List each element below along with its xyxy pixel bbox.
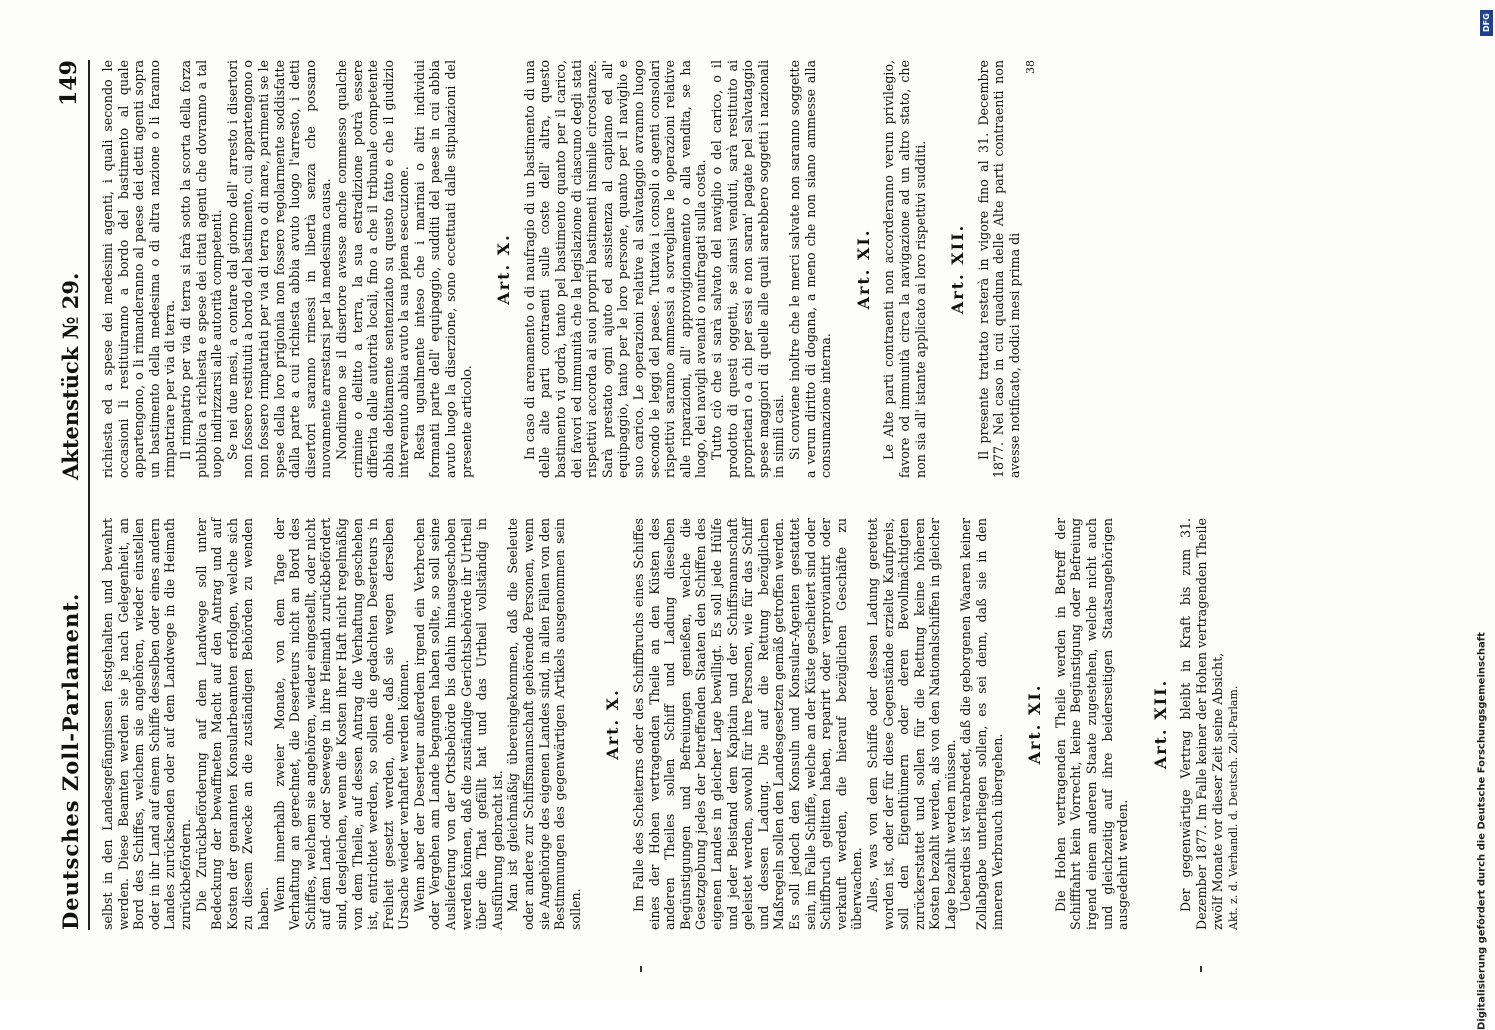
- german-paragraph-4: Wenn aber der Deserteur außerdem irgend ein Verbrechen oder Vergehen am Lande begangen haben sollte, so soll seine Auslieferung von der Ortsbehörde bis dahin hinausgeschoben werden können, daß die zuständige Gerichtsbehörde ihr Urtheil über die That gefällt hat und das Urtheil vollständig in Ausführung gebracht ist.: [411, 518, 505, 930]
- italian-art-xi-heading: Art. XI.: [853, 228, 873, 310]
- italian-art-x-paragraph-3: Si conviene inoltre che le merci salvate non saranno soggette a verun diritto di dogana, a meno che non siano ammesse alla consumazione interna.: [786, 60, 834, 478]
- header-rule: [88, 60, 90, 930]
- italian-sheet-number: 38: [1024, 60, 1038, 74]
- italian-paragraph-3: Se nei due mesi, a contare dal giorno dell' arresto i disertori non fossero restituiti a bordo del bastimento, cui appartengono o non fossero rimpatriati per via di terra o di mare, parimenti se le spese della loro prigionia non fossero regolarmente soddisfatte dalla parte a cui richiesta abbia avuto luogo l'arresto, i detti disertori saranno rimessi in libertà senza che possano nuovamente arrestarsi per la medesima causa.: [224, 60, 334, 478]
- italian-paragraph-2: Il rimpatrio per via di terra si farà sotto la scorta della forza pubblica a richiesta e spese dei citati agenti che dovranno a tal uopo indirizzarsi alle autorità competenti.: [177, 60, 225, 478]
- italian-column: [100, 60, 1039, 478]
- italian-art-x-paragraph-2: Tutto ciò che si sarà salvato del naviglio o del carico, o il prodotto di questi oggetti, se siansi venduti, sarà restituito ai proprietari o a chi per essi e non saran' pagate pel salvataggio spese maggiori di quelle alle quali sarebbero soggetti i nazionali in simili casi.: [708, 60, 787, 478]
- german-paragraph-1: selbst in den Landesgefängnissen festgehalten und bewahrt werden. Diese Beamten werden sie je nach Gelegenheit, an Bord des Schiffes, welchem sie angehören, wieder einstellen oder in ihr Land auf einem Schiffe desselben oder eines andern Landes zurücksenden oder auf dem Landwege in die Heimath zurückbefördern.: [100, 518, 193, 930]
- german-art-x-paragraph-3: Ueberdies ist verabredet, daß die geborgenen Waaren keiner Zollabgabe unterliegen sollen, es sei denn, daß sie in den inneren Verbrauch übergehen.: [958, 518, 1005, 930]
- german-art-x-paragraph-1: Im Falle des Scheiterns oder des Schiffbruchs eines Schiffes eines der Hohen vertragenden Theile an den Küsten des anderen Theiles sollen Schiff und Ladung dieselben Begünstigungen und Befreiungen genießen, welche die Gesetzgebung jedes der betreffenden Staaten den Schiffen des eigenen Landes in gleicher Lage bewilligt. Es soll jede Hülfe und jeder Beistand dem Kapitain und der Schiffsmannschaft geleistet werden, sowohl für ihre Personen, wie für das Schiff und dessen Ladung. Die auf die Rettung bezüglichen Maßregeln sollen den Landesgesetzen gemäß getroffen werden. Es soll jedoch den Konsuln und Konsular-Agenten gestattet sein, im Falle Schiffe, welche an der Küste gescheitert sind oder Schiffbruch gelitten haben, reparirt oder verproviantirt oder verkauft werden, die hierauf bezüglichen Geschäfte zu überwachen.: [631, 518, 865, 930]
- italian-art-xii-heading: Art. XII.: [948, 223, 968, 315]
- italian-art-xi-paragraph-1: Le Alte parti contraenti non accorderanno verun privilegio, favore od immunità circa la navigazione ad un altro stato, che non sia all' istante applicato ai loro rispettivi sudditi.: [881, 60, 928, 478]
- german-paragraph-5: Man ist gleichmäßig übereingekommen, daß die Seeleute oder andere zur Schiffsmannschaft gehörende Personen, wenn sie Angehörige des eigenen Landes sind, in allen Fällen von den Bestimmungen des gegenwärtigen Artikels ausgenommen sein sollen.: [505, 518, 583, 930]
- header-right-title: Aktenstück № 29.: [58, 272, 83, 480]
- german-paragraph-3: Wenn innerhalb zweier Monate, von dem Tage der Verhaftung an gerechnet, die Deserteurs nicht an Bord des Schiffes, welchem sie angehören, wieder eingestellt, oder nicht auf dem Land- oder Seewege in ihre Heimath zurückbefördert sind, desgleichen, wenn die Kosten ihrer Haft nicht regelmäßig von dem Theile, auf dessen Antrag die Verhaftung geschehen ist, entrichtet werden, so sollen die gedachten Deserteurs in Freiheit gesetzt werden, ohne daß sie wegen derselben Ursache wieder verhaftet werden können.: [271, 518, 412, 930]
- german-art-xii-paragraph-1: Der gegenwärtige Vertrag bleibt in Kraft bis zum 31. Dezember 1877. Im Falle keiner der Hohen vertragenden Theile zwölf Monate vor dieser Zeit seine Absicht,: [1178, 518, 1225, 930]
- german-art-x-paragraph-2: Alles, was von dem Schiffe oder dessen Ladung gerettet worden ist, oder der für diese Gegenstände erzielte Kaufpreis, soll den Eigenthümern oder deren Bevollmächtigten zurückerstattet und sollen für die Rettung keine höheren Kosten bezahlt werden, als von den Nationalschiffen in gleicher Lage bezahlt werden müssen.: [864, 518, 958, 930]
- page-number: 149: [56, 60, 82, 106]
- italian-art-xii-paragraph-1: Il presente trattato resterà in vigore fino al 31. Decembre 1877. Nel caso in cui quaduna delle Alte parti contraenti non avesse notificato, dodici mesi prima di: [975, 60, 1022, 478]
- german-art-xii-heading: Art. XII.: [1150, 678, 1170, 770]
- german-paragraph-2: Die Zurückbeförderung auf dem Landwege soll unter Bedeckung der bewaffneten Macht auf den Antrag und auf Kosten der genannten Konsularbeamten erfolgen, welche sich zu diesem Zwecke an die zuständigen Behörden zu wenden haben.: [193, 518, 271, 930]
- header-left-title: Deutsches Zoll-Parlament.: [58, 592, 83, 930]
- italian-paragraph-5: Resta ugualmente inteso che i marinai o altri individui formanti parte dell' equipaggio, sudditi del paese in cui abbia avuto luogo la diserzione, sono eccettuati dalle stipulazioni del presente articolo.: [411, 60, 474, 478]
- italian-art-x-heading: Art. X.: [494, 233, 514, 305]
- italian-paragraph-4: Nondimeno se il disertore avesse anche commesso qualche crimine o delitto a terra, la sua estradizione potrà essere differita dalle autorità locali, fino a che il tribunale competente abbia debitamente sentenziato su questo fatto e che il giudizio intervenuto abbia avuto la sua piena esecuzione.: [333, 60, 412, 478]
- scan-mark: [640, 966, 642, 972]
- german-column: [100, 518, 1242, 930]
- scan-mark: [1200, 966, 1202, 972]
- german-sheet-mark: Akt. z. d. Verhandl. d. Deutsch. Zoll-Parlam.: [1227, 685, 1241, 930]
- italian-art-x-paragraph-1: In caso di arenamento o di naufragio di un bastimento di una delle alte parti contraenti sulle coste dell' altra, questo bastimento vi godrà, tanto pel bastimento quanto per il carico, dei favori ed immunità che la legislazione di ciascuno degli stati rispettivi accorda ai suoi proprii bastimenti insimile circostanze. Sarà prestato ogni ajuto ed assistenza al capitano ed all' equipaggio, tanto per le loro persone, quanto per il naviglio e suo carico. Le operazioni relative al salvataggio avranno luogo secondo le leggi del paese. Tuttavia i consoli o agenti consolari rispettivi saranno ammessi a sorvegliare le operazioni relative alle riparazioni, all' approvigionamento o alla vendita, se ha luogo, dei navigli avenati o naufragati sulla costa.: [521, 60, 709, 478]
- german-art-xi-heading: Art. XI.: [1025, 683, 1045, 765]
- german-art-xi-paragraph-1: Die Hohen vertragenden Theile werden in Betreff der Schifffahrt kein Vorrecht, keine Begünstigung oder Befreiung irgend einem anderen Staate zugestehen, welche nicht auch und gleichzeitig auf ihre beiderseitigen Staatsangehörigen ausgedehnt werden.: [1052, 518, 1131, 930]
- german-art-x-heading: Art. X.: [603, 688, 623, 760]
- digitization-credit: Digitalisierung gefördert durch die Deutsche Forschungsgemeinschaft: [1476, 632, 1488, 1030]
- dfg-logo-icon: DFG: [1480, 10, 1493, 36]
- italian-paragraph-1: richiesta ed a spese dei medesimi agenti, i quali secondo le occasioni li restituiranno a bordo del bastimento al quale appartengono, o li rimanderanno al paese dei detti agenti sopra un bastimento della medesima o di altra nazione o li faranno rimpatriare per via di terra.: [100, 60, 178, 478]
